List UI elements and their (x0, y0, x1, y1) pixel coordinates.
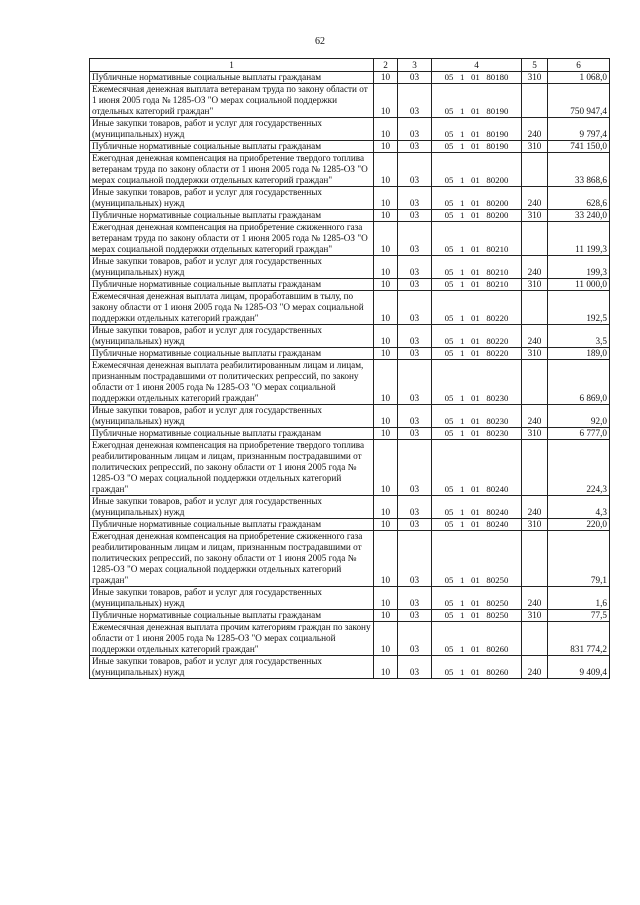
table-row (90, 291, 610, 325)
table-row (90, 84, 610, 118)
section-code: 10 (374, 84, 398, 118)
section-code: 10 (374, 141, 398, 153)
amount: 189,0 (548, 348, 610, 360)
section-code: 10 (374, 118, 398, 141)
subsection-code: 03 (398, 440, 432, 496)
section-code: 10 (374, 360, 398, 405)
table-row (90, 279, 610, 291)
subsection-code: 03 (398, 610, 432, 622)
expense-type-code: 310 (522, 610, 548, 622)
table-row (90, 72, 610, 84)
expense-type-code (522, 440, 548, 496)
target-article-code: 05 1 01 80220 (432, 325, 522, 348)
row-description: Ежемесячная денежная выплата лицам, проработавшим в тылу, по закону области от 1 июня 2005 года № 1285-ОЗ "О мерах социальной поддержки отдельных категорий граждан" (90, 291, 374, 325)
subsection-code: 03 (398, 279, 432, 291)
expense-type-code (522, 622, 548, 656)
table-row (90, 325, 610, 348)
row-description: Иные закупки товаров, работ и услуг для государственных (муниципальных) нужд (90, 325, 374, 348)
amount: 4,3 (548, 496, 610, 519)
expense-type-code: 310 (522, 141, 548, 153)
amount: 11 199,3 (548, 222, 610, 256)
expense-type-code (522, 84, 548, 118)
table-row (90, 118, 610, 141)
expense-type-code (522, 360, 548, 405)
table-row (90, 187, 610, 210)
section-code: 10 (374, 587, 398, 610)
subsection-code: 03 (398, 656, 432, 679)
page-number: 62 (315, 36, 325, 47)
section-code: 10 (374, 187, 398, 210)
row-description: Ежемесячная денежная выплата реабилитированным лицам и лицам, признанным пострадавшими от политических репрессий, по закону области от 1 июня 2005 года № 1285-ОЗ "О мерах социальной поддержки отдельных категорий граждан" (90, 360, 374, 405)
target-article-code: 05 1 01 80190 (432, 141, 522, 153)
section-code: 10 (374, 256, 398, 279)
subsection-code: 03 (398, 291, 432, 325)
subsection-code: 03 (398, 118, 432, 141)
header-cell: 3 (398, 59, 432, 72)
row-description: Ежегодная денежная компенсация на приобретение сжиженного газа реабилитированным лицам и лицам, признанным пострадавшими от политических репрессий, по закону области от 1 июня 2005 года № 1285-ОЗ "О мерах социальной поддержки отдельных категорий граждан" (90, 531, 374, 587)
expense-type-code: 310 (522, 348, 548, 360)
amount: 33 868,6 (548, 153, 610, 187)
row-description: Ежегодная денежная компенсация на приобретение сжиженного газа ветеранам труда по закону области от 1 июня 2005 года № 1285-ОЗ "О мерах социальной поддержки отдельных категорий граждан" (90, 222, 374, 256)
row-description: Публичные нормативные социальные выплаты гражданам (90, 348, 374, 360)
subsection-code: 03 (398, 210, 432, 222)
table-row (90, 348, 610, 360)
header-cell: 1 (90, 59, 374, 72)
target-article-code: 05 1 01 80200 (432, 187, 522, 210)
subsection-code: 03 (398, 256, 432, 279)
section-code: 10 (374, 428, 398, 440)
row-description: Ежегодная денежная компенсация на приобретение твердого топлива реабилитированным лицам и лицам, признанным пострадавшими от политических репрессий, по закону области от 1 июня 2005 года № 1285-ОЗ "О мерах социальной поддержки отдельных категорий граждан" (90, 440, 374, 496)
row-description: Ежемесячная денежная выплата ветеранам труда по закону области от 1 июня 2005 года № 1285-ОЗ "О мерах социальной поддержки отдельных категорий граждан" (90, 84, 374, 118)
expense-type-code: 240 (522, 656, 548, 679)
target-article-code: 05 1 01 80180 (432, 72, 522, 84)
header-cell: 5 (522, 59, 548, 72)
table-row (90, 222, 610, 256)
header-cell: 6 (548, 59, 610, 72)
header-cell: 2 (374, 59, 398, 72)
row-description: Иные закупки товаров, работ и услуг для государственных (муниципальных) нужд (90, 256, 374, 279)
target-article-code: 05 1 01 80260 (432, 656, 522, 679)
target-article-code: 05 1 01 80200 (432, 210, 522, 222)
table-row (90, 153, 610, 187)
expense-type-code: 310 (522, 279, 548, 291)
table-row (90, 405, 610, 428)
section-code: 10 (374, 279, 398, 291)
row-description: Публичные нормативные социальные выплаты гражданам (90, 141, 374, 153)
expense-type-code (522, 153, 548, 187)
row-description: Иные закупки товаров, работ и услуг для государственных (муниципальных) нужд (90, 587, 374, 610)
expense-type-code: 310 (522, 210, 548, 222)
amount: 11 000,0 (548, 279, 610, 291)
target-article-code: 05 1 01 80210 (432, 279, 522, 291)
subsection-code: 03 (398, 360, 432, 405)
subsection-code: 03 (398, 496, 432, 519)
section-code: 10 (374, 531, 398, 587)
amount: 220,0 (548, 519, 610, 531)
expense-type-code: 240 (522, 187, 548, 210)
target-article-code: 05 1 01 80200 (432, 153, 522, 187)
amount: 1,6 (548, 587, 610, 610)
expense-type-code: 310 (522, 428, 548, 440)
row-description: Иные закупки товаров, работ и услуг для государственных (муниципальных) нужд (90, 187, 374, 210)
amount: 199,3 (548, 256, 610, 279)
section-code: 10 (374, 291, 398, 325)
expense-type-code: 240 (522, 325, 548, 348)
expense-type-code: 240 (522, 256, 548, 279)
row-description: Иные закупки товаров, работ и услуг для государственных (муниципальных) нужд (90, 405, 374, 428)
target-article-code: 05 1 01 80230 (432, 405, 522, 428)
amount: 224,3 (548, 440, 610, 496)
section-code: 10 (374, 348, 398, 360)
target-article-code: 05 1 01 80230 (432, 428, 522, 440)
section-code: 10 (374, 622, 398, 656)
expense-type-code: 240 (522, 587, 548, 610)
target-article-code: 05 1 01 80240 (432, 496, 522, 519)
table-row (90, 428, 610, 440)
target-article-code: 05 1 01 80250 (432, 610, 522, 622)
row-description: Иные закупки товаров, работ и услуг для государственных (муниципальных) нужд (90, 656, 374, 679)
amount: 831 774,2 (548, 622, 610, 656)
amount: 741 150,0 (548, 141, 610, 153)
row-description: Публичные нормативные социальные выплаты гражданам (90, 279, 374, 291)
subsection-code: 03 (398, 622, 432, 656)
table-row (90, 610, 610, 622)
table-body (90, 72, 610, 679)
table-row (90, 440, 610, 496)
amount: 192,5 (548, 291, 610, 325)
section-code: 10 (374, 519, 398, 531)
section-code: 10 (374, 210, 398, 222)
row-description: Публичные нормативные социальные выплаты гражданам (90, 428, 374, 440)
section-code: 10 (374, 153, 398, 187)
target-article-code: 05 1 01 80190 (432, 118, 522, 141)
table-row (90, 141, 610, 153)
amount: 1 068,0 (548, 72, 610, 84)
table-row (90, 587, 610, 610)
target-article-code: 05 1 01 80210 (432, 256, 522, 279)
subsection-code: 03 (398, 72, 432, 84)
expense-type-code: 310 (522, 72, 548, 84)
table-row (90, 531, 610, 587)
expense-type-code (522, 291, 548, 325)
amount: 750 947,4 (548, 84, 610, 118)
section-code: 10 (374, 656, 398, 679)
target-article-code: 05 1 01 80260 (432, 622, 522, 656)
row-description: Ежемесячная денежная выплата прочим категориям граждан по закону области от 1 июня 2005 года № 1285-ОЗ "О мерах социальной поддержки отдельных категорий граждан" (90, 622, 374, 656)
expense-type-code (522, 531, 548, 587)
table-row (90, 656, 610, 679)
subsection-code: 03 (398, 405, 432, 428)
amount: 3,5 (548, 325, 610, 348)
subsection-code: 03 (398, 187, 432, 210)
section-code: 10 (374, 610, 398, 622)
amount: 79,1 (548, 531, 610, 587)
target-article-code: 05 1 01 80220 (432, 348, 522, 360)
table-row (90, 496, 610, 519)
target-article-code: 05 1 01 80210 (432, 222, 522, 256)
section-code: 10 (374, 496, 398, 519)
amount: 9 797,4 (548, 118, 610, 141)
target-article-code: 05 1 01 80190 (432, 84, 522, 118)
header-cell: 4 (432, 59, 522, 72)
amount: 6 869,0 (548, 360, 610, 405)
subsection-code: 03 (398, 531, 432, 587)
table-row (90, 622, 610, 656)
expense-type-code: 240 (522, 405, 548, 428)
subsection-code: 03 (398, 348, 432, 360)
section-code: 10 (374, 440, 398, 496)
row-description: Публичные нормативные социальные выплаты гражданам (90, 610, 374, 622)
row-description: Публичные нормативные социальные выплаты гражданам (90, 72, 374, 84)
amount: 9 409,4 (548, 656, 610, 679)
budget-table (89, 58, 610, 679)
subsection-code: 03 (398, 325, 432, 348)
subsection-code: 03 (398, 141, 432, 153)
row-description: Иные закупки товаров, работ и услуг для государственных (муниципальных) нужд (90, 118, 374, 141)
target-article-code: 05 1 01 80240 (432, 519, 522, 531)
subsection-code: 03 (398, 428, 432, 440)
amount: 6 777,0 (548, 428, 610, 440)
section-code: 10 (374, 222, 398, 256)
expense-type-code (522, 222, 548, 256)
subsection-code: 03 (398, 587, 432, 610)
subsection-code: 03 (398, 222, 432, 256)
row-description: Публичные нормативные социальные выплаты гражданам (90, 519, 374, 531)
target-article-code: 05 1 01 80230 (432, 360, 522, 405)
subsection-code: 03 (398, 519, 432, 531)
target-article-code: 05 1 01 80240 (432, 440, 522, 496)
target-article-code: 05 1 01 80250 (432, 531, 522, 587)
amount: 33 240,0 (548, 210, 610, 222)
amount: 628,6 (548, 187, 610, 210)
section-code: 10 (374, 405, 398, 428)
row-description: Иные закупки товаров, работ и услуг для государственных (муниципальных) нужд (90, 496, 374, 519)
table-row (90, 519, 610, 531)
expense-type-code: 310 (522, 519, 548, 531)
amount: 92,0 (548, 405, 610, 428)
target-article-code: 05 1 01 80250 (432, 587, 522, 610)
table-row (90, 360, 610, 405)
expense-type-code: 240 (522, 118, 548, 141)
table-row (90, 256, 610, 279)
subsection-code: 03 (398, 84, 432, 118)
table-row (90, 210, 610, 222)
expense-type-code: 240 (522, 496, 548, 519)
amount: 77,5 (548, 610, 610, 622)
table-header-row (90, 59, 610, 72)
subsection-code: 03 (398, 153, 432, 187)
target-article-code: 05 1 01 80220 (432, 291, 522, 325)
section-code: 10 (374, 72, 398, 84)
row-description: Публичные нормативные социальные выплаты гражданам (90, 210, 374, 222)
section-code: 10 (374, 325, 398, 348)
row-description: Ежегодная денежная компенсация на приобретение твердого топлива ветеранам труда по закону области от 1 июня 2005 года № 1285-ОЗ "О мерах социальной поддержки отдельных категорий граждан" (90, 153, 374, 187)
